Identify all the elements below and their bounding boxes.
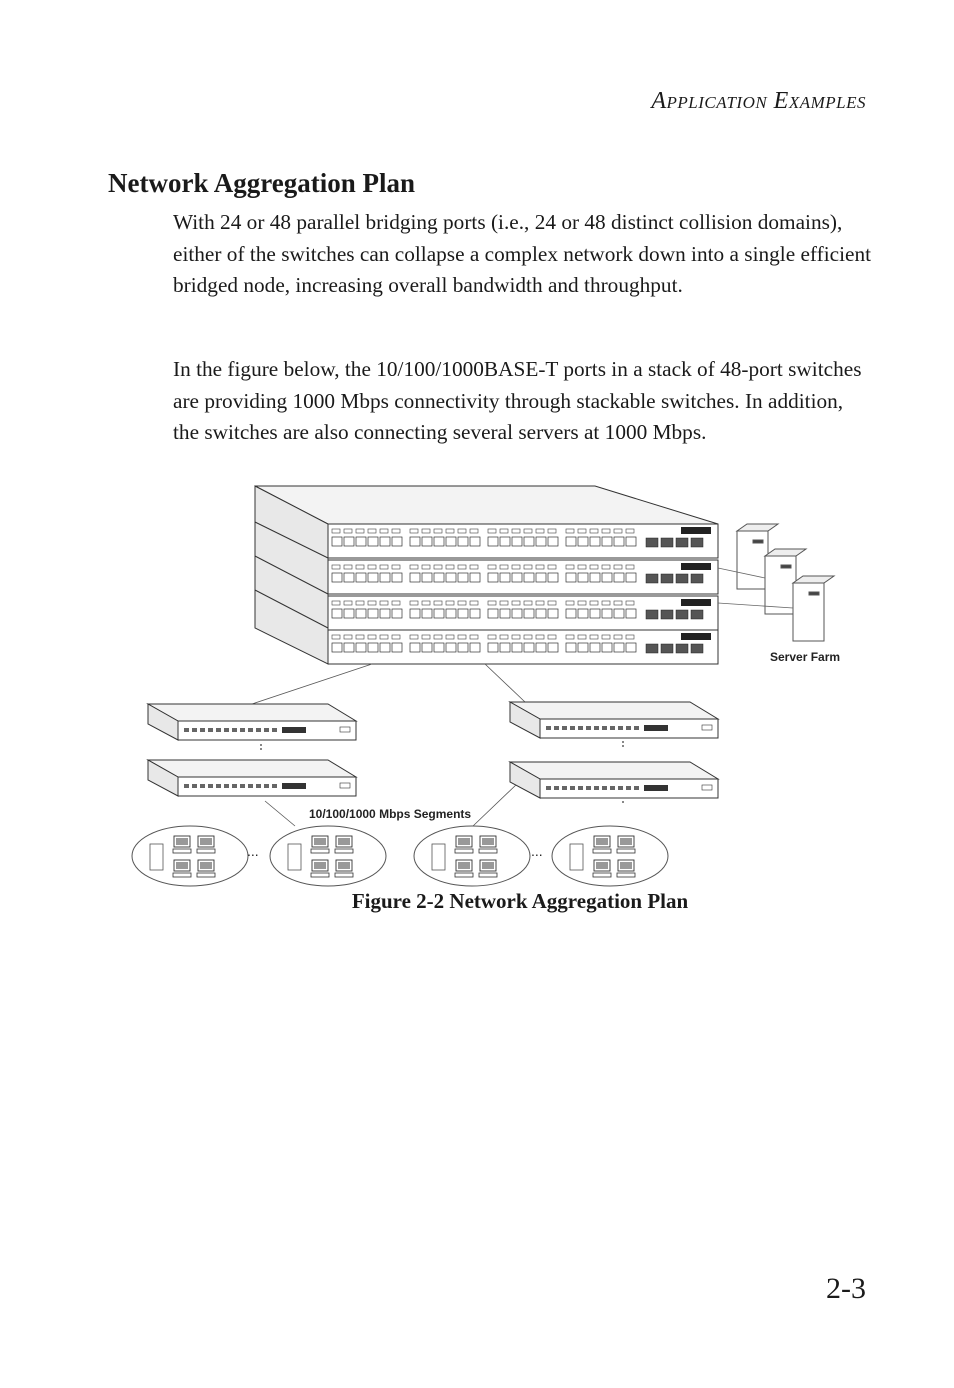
body-paragraph-1: With 24 or 48 parallel bridging ports (i.e., 24 or 48 distinct collision domains), either of the switches can collapse a complex network down into a single efficient bridged node, increasing overall bandwidth and throughput. xyxy=(173,210,872,297)
network-diagram xyxy=(120,478,860,890)
running-header: Application Examples xyxy=(651,88,866,114)
edge-switch-top-right xyxy=(510,702,718,738)
workstations xyxy=(150,836,635,877)
server-farm-label: Server Farm xyxy=(770,650,841,664)
segments-label: 10/100/1000 Mbps Segments xyxy=(309,807,472,821)
edge-switch-top-left xyxy=(148,704,356,740)
edge-switch-bottom-left xyxy=(148,760,356,796)
ellipsis-right: ... xyxy=(531,843,543,859)
page-number: 2-3 xyxy=(826,1272,866,1305)
edge-switch-bottom-right xyxy=(510,762,718,798)
figure-caption: Figure 2-2 Network Aggregation Plan xyxy=(351,889,689,913)
server-farm xyxy=(737,524,834,641)
body-paragraph-2: In the figure below, the 10/100/1000BASE-T ports in a stack of 48-port switches are providing 1000 Mbps connectivity through stackable switches. In addition, the switches are also connecting several servers at 1000 Mbps. xyxy=(173,357,862,444)
section-title: Network Aggregation Plan xyxy=(108,168,415,198)
ellipsis-left: ... xyxy=(247,843,259,859)
